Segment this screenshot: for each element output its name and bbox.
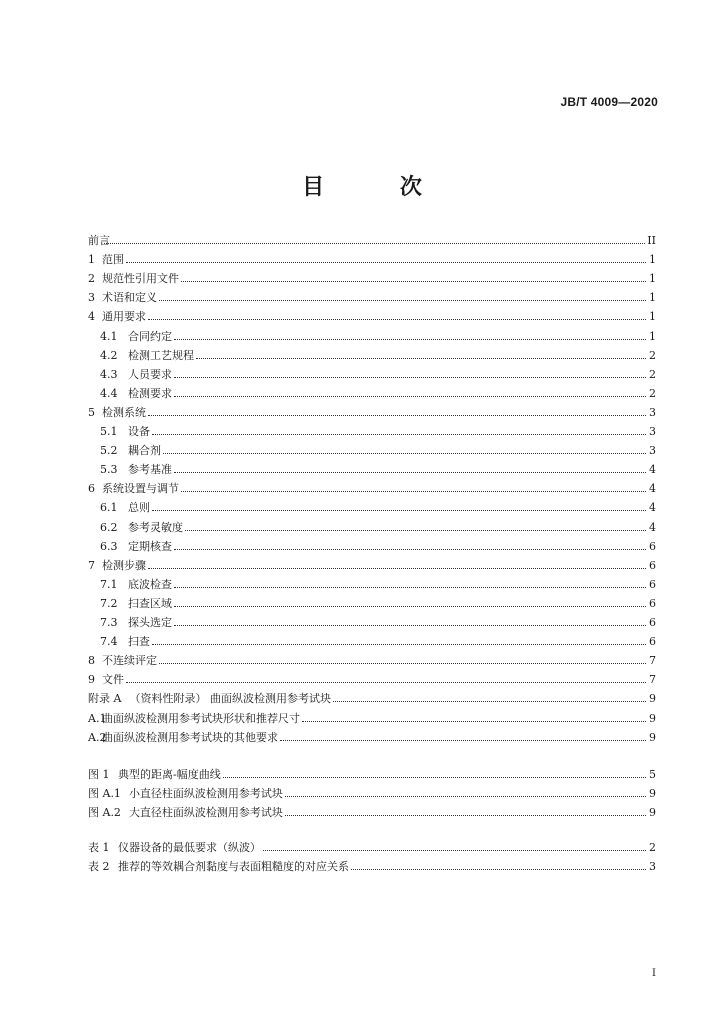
toc-entry-page: 6 [649,539,656,553]
dot-leader [148,567,646,569]
toc-entry-number: 4.4 [100,386,118,400]
toc-entry-title: 人员要求 [128,367,172,381]
dot-leader [152,433,646,435]
toc-entry-page: 2 [649,386,656,400]
dot-leader [148,414,646,416]
toc-entry-title: 范围 [102,253,124,267]
toc-entry[interactable] [88,726,656,744]
toc-entry[interactable] [88,554,656,572]
toc-entry-page: 9 [649,711,656,725]
toc-entry[interactable] [88,763,656,781]
toc-entry[interactable] [88,477,656,495]
toc-entry[interactable] [88,439,656,457]
toc-entry[interactable] [88,592,656,610]
dot-leader [174,376,646,378]
dot-leader [280,739,646,741]
dot-leader [181,490,646,492]
toc-entry-page: 9 [649,787,656,801]
toc-entry-title: 系统设置与调节 [102,482,179,496]
toc-entry[interactable] [88,382,656,400]
toc-entry[interactable] [88,496,656,514]
toc-entry-page: 1 [649,310,656,324]
dot-leader [333,700,646,702]
page-title: 目 次 [302,174,456,200]
standard-code: JB/T 4009—2020 [560,95,658,109]
toc-entry-page: 1 [649,272,656,286]
toc-entry-page: 2 [649,367,656,381]
toc-entry-number: 4 [88,310,95,324]
toc-entry-title: 检测系统 [102,405,146,419]
toc-entry-title: 不连续评定 [102,654,157,668]
toc-entry-number: 7.3 [100,616,118,629]
toc-entry-number: 7.2 [100,596,118,610]
toc-entry-number: 7.4 [100,635,118,649]
toc-entry[interactable] [88,573,656,591]
toc-entry-title: 小直径柱面纵波检测用参考试块 [128,787,283,801]
toc-entry-page: 6 [649,577,656,591]
toc-entry-title: 检测要求 [128,386,172,400]
toc-entry-number: 7.1 [100,577,118,591]
dot-leader [285,795,646,797]
toc-entry-title: 曲面纵波检测用参考试块形状和推荐尺寸 [102,711,300,725]
toc-entry-number: 图 1 [88,768,110,781]
toc-entry[interactable] [88,401,656,419]
toc-entry-number: 表 1 [88,841,110,854]
toc-entry[interactable] [88,325,656,343]
toc-entry-title: 扫查区域 [128,596,172,610]
toc-entry-title: 定期核查 [128,539,172,553]
toc-entry-number: 5.1 [100,425,118,438]
dot-leader [152,643,646,645]
dot-leader [302,720,646,722]
toc-entry-number: 前言 [88,234,110,247]
dot-leader [104,242,645,244]
toc-entry-number: 5.3 [100,463,118,477]
dot-leader [159,662,646,664]
toc-entry-page: 3 [649,425,656,438]
toc-entry-title: 规范性引用文件 [102,272,179,286]
toc-entry[interactable] [88,707,656,725]
toc-entry-number: 9 [88,673,95,687]
toc-entry-number: 1 [88,253,95,267]
toc-entry[interactable] [88,855,656,873]
toc-entry-page: 7 [649,654,656,668]
toc-entry-number: 图 A.1 [88,787,121,801]
toc-entry-number: 5.2 [100,444,118,458]
toc-entry-page: 3 [649,860,656,874]
toc-entry-number: 7 [88,558,95,572]
toc-entry-number: A.1 [88,711,107,725]
toc-entry-page: 7 [649,673,656,687]
toc-entry-title: 耦合剂 [128,444,161,458]
toc-entry-number: 3 [88,291,95,305]
toc-entry[interactable] [88,420,656,438]
dot-leader [174,471,646,473]
dot-leader [148,318,646,320]
toc-entry-number: 表 2 [88,860,110,874]
toc-entry-page: 2 [649,348,656,362]
toc-entry-page: 3 [649,405,656,419]
toc-entry-title: 底波检查 [128,577,172,591]
toc-entry-page: 4 [649,463,656,477]
toc-entry-title: 合同约定 [128,329,172,343]
toc-entry-page: 1 [649,291,656,305]
toc-entry[interactable] [88,668,656,686]
toc-entry-page: 4 [649,520,656,534]
dot-leader [174,586,646,588]
toc-entry-number: 附录 A [88,692,122,706]
toc-entry[interactable] [88,248,656,266]
toc-entry-title: 曲面纵波检测用参考试块的其他要求 [102,730,278,744]
toc-entry[interactable] [88,229,656,247]
toc-entry-title: 参考灵敏度 [128,520,183,534]
toc-entry-page: II [647,234,656,247]
toc-entry-title: 检测工艺规程 [128,348,194,362]
toc-entry-page: 4 [649,501,656,515]
toc-entry-title: 文件 [102,673,124,687]
toc-entry-page: 4 [649,482,656,496]
toc-entry-number: 4.2 [100,348,118,362]
dot-leader [223,776,646,778]
toc-entry-page: 9 [649,730,656,744]
dot-leader [159,299,646,301]
dot-leader [174,624,646,626]
dot-leader [174,338,646,340]
toc-entry[interactable] [88,801,656,819]
toc-entry-title: 术语和定义 [102,291,157,305]
toc-entry-title: 典型的距离-幅度曲线 [118,768,221,781]
toc-entry-number: A.2 [88,730,107,744]
dot-leader [126,681,646,683]
toc-entry-number: 6.1 [100,501,118,515]
toc-entry-title: 检测步骤 [102,558,146,572]
toc-entry-title: 通用要求 [102,310,146,324]
toc-entry-page: 1 [649,329,656,343]
dot-leader [181,280,646,282]
toc-entry[interactable] [88,630,656,648]
toc-entry-page: 6 [649,616,656,629]
toc-entry-number: 4.1 [100,329,118,343]
dot-leader [351,868,646,870]
dot-leader [196,357,646,359]
toc-entry[interactable] [88,305,656,323]
toc-entry-title: 仪器设备的最低要求（纵波） [118,841,261,854]
dot-leader [152,509,646,511]
toc-entry[interactable] [88,649,656,667]
toc-entry[interactable] [88,458,656,476]
toc-entry-title: 推荐的等效耦合剂黏度与表面粗糙度的对应关系 [118,860,349,874]
dot-leader [263,849,646,851]
toc-entry-page: 1 [649,253,656,267]
toc-entry-title: （资料性附录） 曲面纵波检测用参考试块 [129,692,331,706]
toc-entry[interactable] [88,687,656,705]
toc-entry-number: 4.3 [100,367,118,381]
toc-entry[interactable] [88,363,656,381]
dot-leader [163,452,646,454]
toc-entry-number: 6.2 [100,520,118,534]
toc-entry[interactable] [88,611,656,629]
toc-entry[interactable] [88,516,656,534]
toc-entry[interactable] [88,344,656,362]
dot-leader [126,261,646,263]
toc-entry-number: 6.3 [100,539,118,553]
toc-entry-number: 6 [88,482,95,496]
page-number: I [652,968,656,979]
toc-entry[interactable] [88,535,656,553]
toc-entry-title: 参考基准 [128,463,172,477]
toc-entry-page: 9 [649,692,656,706]
toc-entry-number: 8 [88,654,95,668]
toc-entry-page: 6 [649,558,656,572]
toc-entry[interactable] [88,836,656,854]
toc-entry-title: 总则 [128,501,150,515]
toc-entry-title: 扫查 [128,635,150,649]
toc-entry-number: 图 A.2 [88,806,121,820]
dot-leader [174,395,646,397]
toc-entry[interactable] [88,286,656,304]
dot-leader [285,814,646,816]
toc-entry-page: 2 [649,841,656,854]
toc-entry[interactable] [88,782,656,800]
toc-entry-page: 6 [649,596,656,610]
toc-entry[interactable] [88,267,656,285]
toc-entry-page: 6 [649,635,656,649]
toc-entry-title: 设备 [128,425,150,438]
dot-leader [174,548,646,550]
toc-entry-title: 探头选定 [128,616,172,629]
toc-entry-page: 5 [649,768,656,781]
toc-entry-number: 5 [88,405,95,419]
dot-leader [185,529,646,531]
toc-entry-page: 9 [649,806,656,820]
toc-entry-page: 3 [649,444,656,458]
toc-entry-title: 大直径柱面纵波检测用参考试块 [128,806,283,820]
dot-leader [174,605,646,607]
toc-entry-number: 2 [88,272,95,286]
